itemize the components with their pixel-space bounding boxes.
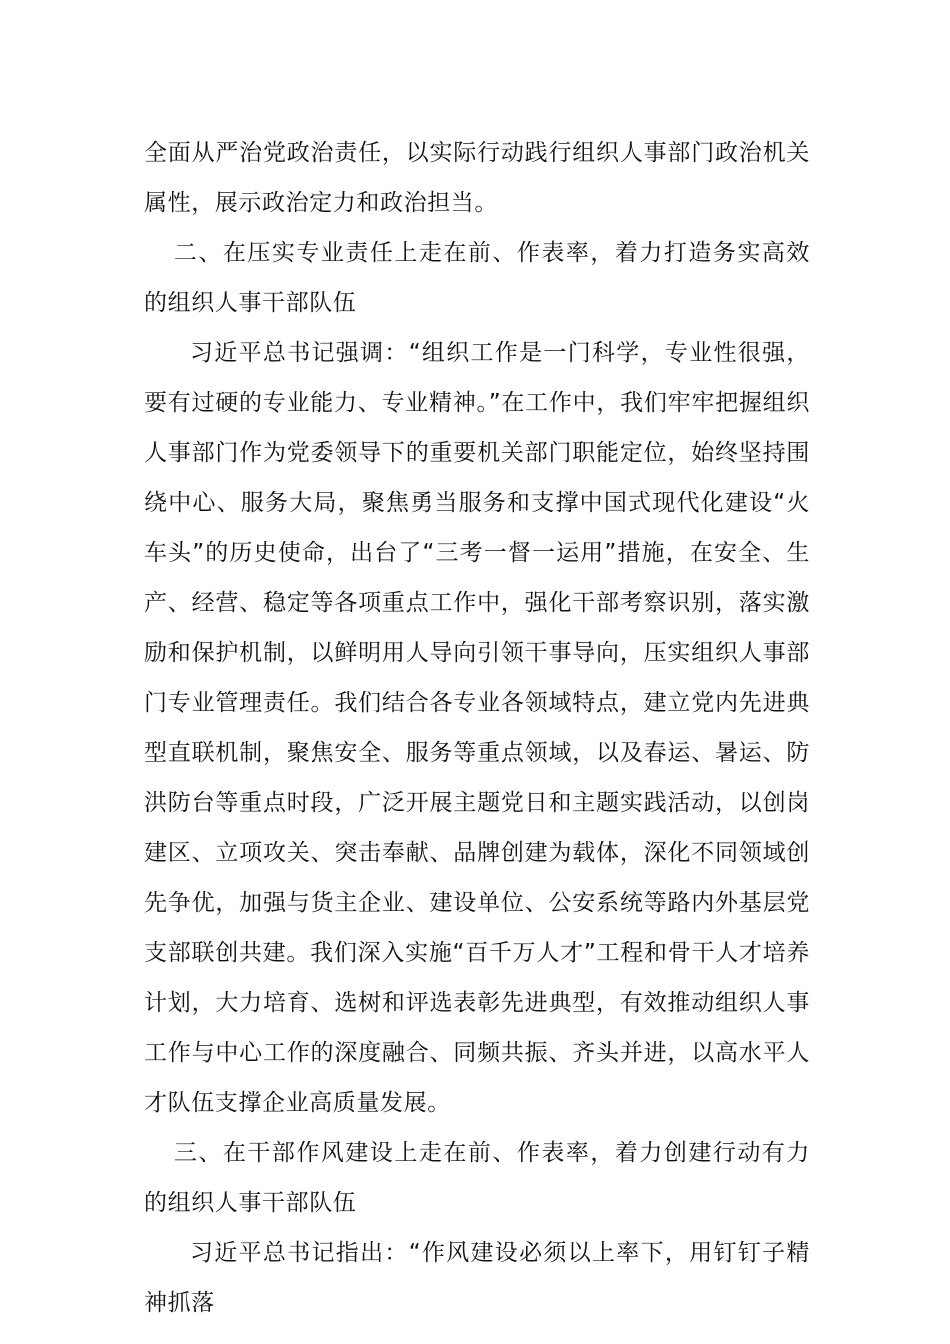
section-heading-3: 三、在干部作风建设上走在前、作表率，着力创建行动有力的组织人事干部队伍 [144, 1140, 810, 1216]
paragraph-section-2-body: 习近平总书记强调：“组织工作是一门科学，专业性很强，要有过硬的专业能力、专业精神。”在工作中，我们牢牢把握组织人事部门作为党委领导下的重要机关部门职能定位，始终坚持围绕中心、服务大局，聚焦勇当服务和支撑中国式现代化建设“火车头”的历史使命，出台了“三考一督一运用”措施，在安全、生产、经营、稳定等各项重点工作中，强化干部考察识别，落实激励和保护机制，以鲜明用人导向引领干事导向，压实组织人事部门专业管理责任。我们结合各专业各领域特点，建立党内先进典型直联机制，聚焦安全、服务等重点领域，以及春运、暑运、防洪防台等重点时段，广泛开展主题党日和主题实践活动，以创岗建区、立项攻关、突击奉献、品牌创建为载体，深化不同领域创先争优，加强与货主企业、建设单位、公安系统等路内外基层党支部联创共建。我们深入实施“百千万人才”工程和骨干人才培养计划，大力培育、选树和评选表彰先进典型，有效推动组织人事工作与中心工作的深度融合、同频共振、齐头并进，以高水平人才队伍支撑企业高质量发展。 [144, 340, 810, 1116]
document-body [144, 128, 810, 1328]
paragraph-continued: 全面从严治党政治责任，以实际行动践行组织人事部门政治机关属性，展示政治定力和政治担当。 [144, 140, 810, 216]
section-heading-2: 二、在压实专业责任上走在前、作表率，着力打造务实高效的组织人事干部队伍 [144, 240, 810, 316]
paragraph-section-3-body: 习近平总书记指出：“作风建设必须以上率下，用钉钉子精神抓落 [144, 1240, 810, 1316]
